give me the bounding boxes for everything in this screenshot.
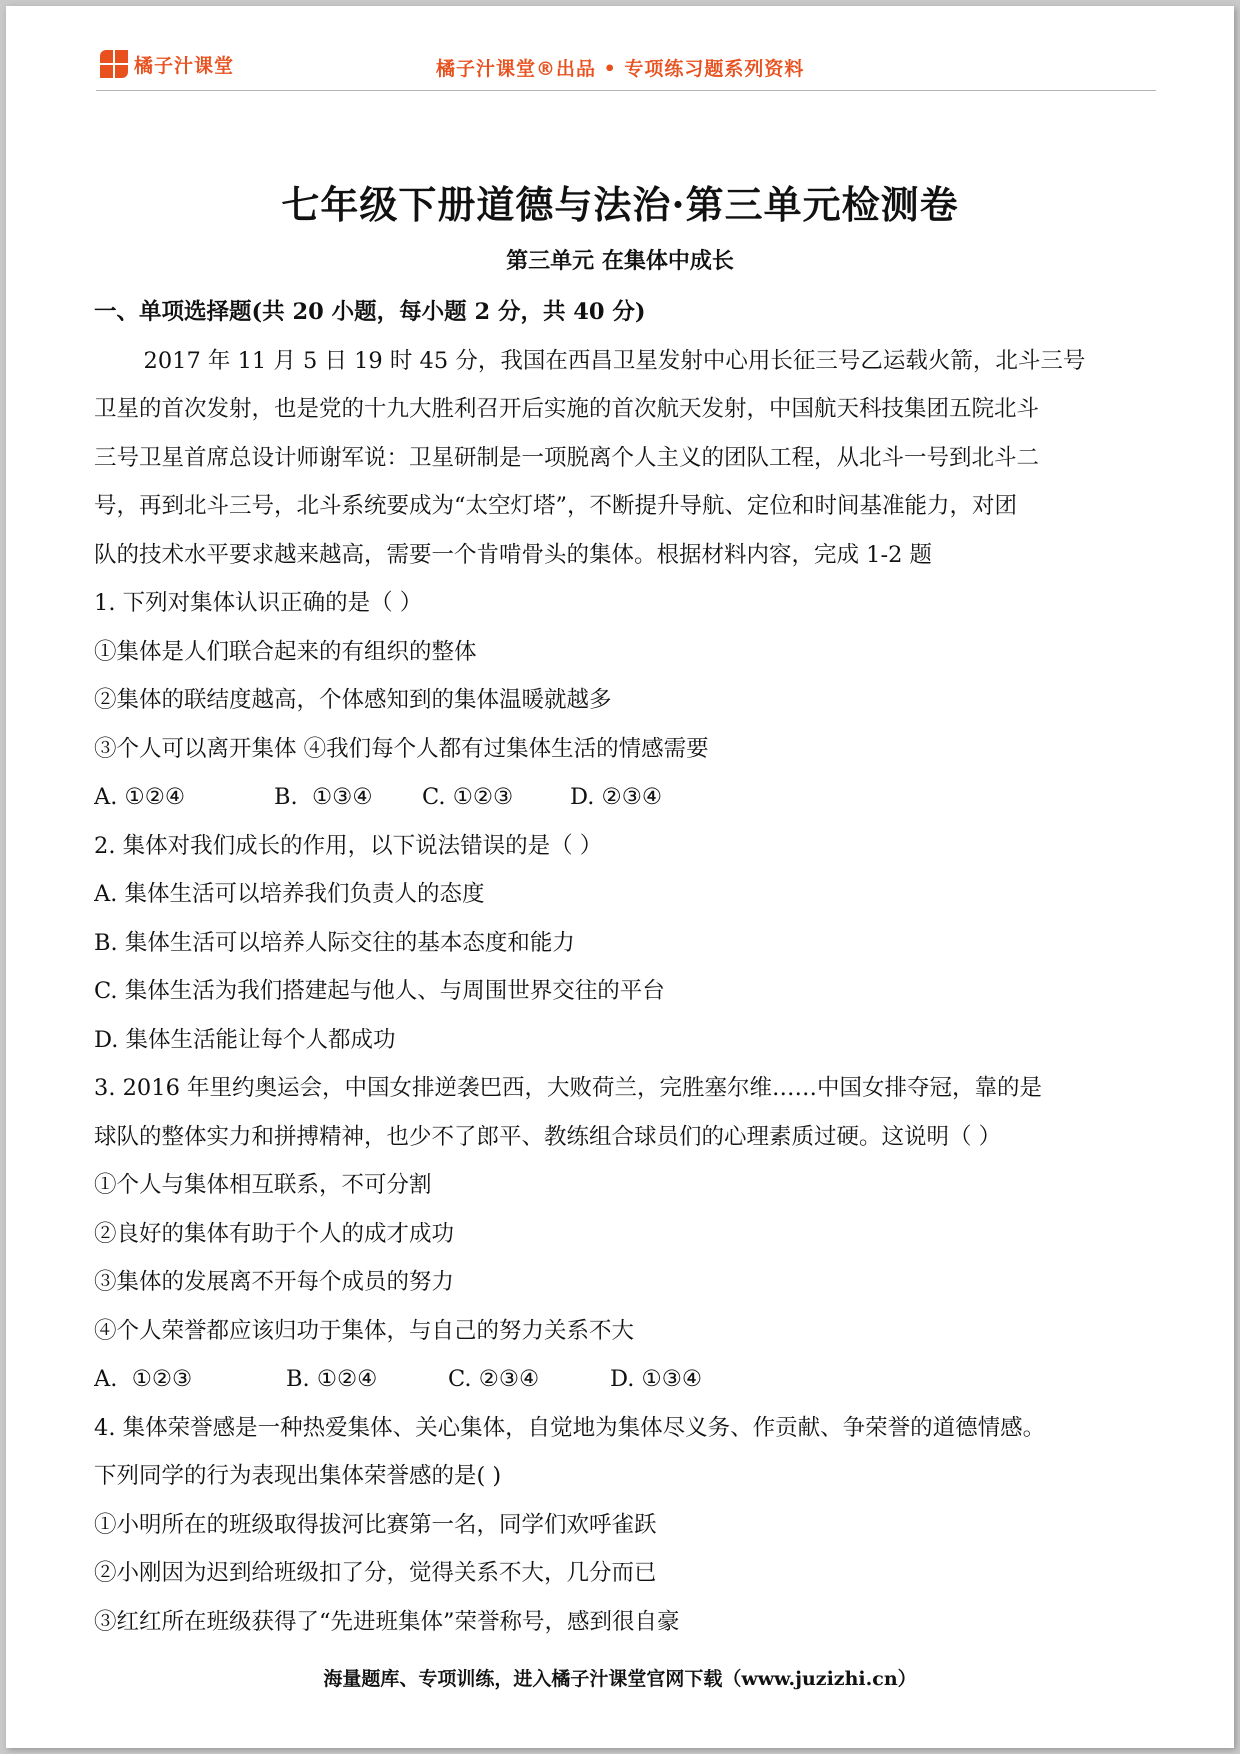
document-body — [94, 288, 1144, 1646]
material-line: 2017 年 11 月 5 日 19 时 45 分，我国在西昌卫星发射中心用长征三号乙运载火箭，北斗三号 — [143, 347, 1086, 374]
option-d: D. ①③④ — [610, 1366, 703, 1392]
question-4-item: ①小明所在的班级取得拔河比赛第一名，同学们欢呼雀跃 — [94, 1511, 657, 1538]
option-a: A. ①②④ — [94, 784, 186, 810]
page-header — [96, 46, 1156, 91]
question-1-item: ①集体是人们联合起来的有组织的整体 — [94, 638, 477, 665]
question-2-stem: 2. 集体对我们成长的作用，以下说法错误的是（ ） — [94, 832, 603, 859]
question-1-options — [94, 773, 1144, 822]
question-3-item: ④个人荣誉都应该归功于集体，与自己的努力关系不大 — [94, 1317, 635, 1344]
question-1-item: ③个人可以离开集体 ④我们每个人都有过集体生活的情感需要 — [94, 735, 709, 762]
material-line: 队的技术水平要求越来越高，需要一个肯啃骨头的集体。根据材料内容，完成 1-2 题 — [94, 541, 933, 568]
question-2-option: B. 集体生活可以培养人际交往的基本态度和能力 — [94, 929, 575, 956]
question-3-options — [94, 1355, 1144, 1404]
question-4-item: ③红红所在班级获得了“先进班集体”荣誉称号，感到很自豪 — [94, 1608, 680, 1635]
question-3-stem: 球队的整体实力和拼搏精神，也少不了郎平、教练组合球员们的心理素质过硬。这说明（ ） — [94, 1123, 1002, 1150]
material-line: 卫星的首次发射，也是党的十九大胜利召开后实施的首次航天发射，中国航天科技集团五院北斗 — [94, 396, 1040, 422]
document-title: 七年级下册道德与法治·第三单元检测卷 — [281, 182, 959, 227]
question-4-stem: 4. 集体荣誉感是一种热爱集体、关心集体，自觉地为集体尽义务、作贡献、争荣誉的道德情感。 — [94, 1414, 1046, 1441]
option-c: C. ②③④ — [448, 1366, 540, 1392]
question-2-option: D. 集体生活能让每个人都成功 — [94, 1026, 396, 1053]
page-footer: 海量题库、专项训练，进入橘子汁课堂官网下载（www.juzizhi.cn） — [323, 1668, 917, 1690]
logo-mark-icon — [100, 50, 128, 78]
question-3-item: ①个人与集体相互联系，不可分割 — [94, 1172, 432, 1198]
option-b: B. ①③④ — [274, 784, 373, 810]
question-3-item: ③集体的发展离不开每个成员的努力 — [94, 1269, 455, 1295]
option-a: A. ①②③ — [94, 1366, 193, 1392]
question-1-item: ②集体的联结度越高，个体感知到的集体温暖就越多 — [94, 687, 612, 713]
material-line: 号，再到北斗三号，北斗系统要成为“太空灯塔”，不断提升导航、定位和时间基准能力，对团 — [94, 493, 1018, 519]
document-page — [6, 6, 1234, 1748]
material-line: 三号卫星首席总设计师谢军说：卫星研制是一项脱离个人主义的团队工程，从北斗一号到北斗二 — [94, 444, 1040, 471]
document-subtitle: 第三单元 在集体中成长 — [506, 248, 734, 274]
section-heading: 一、单项选择题(共 20 小题，每小题 2 分，共 40 分) — [94, 299, 646, 325]
option-b: B. ①②④ — [286, 1366, 378, 1392]
question-2-option: C. 集体生活为我们搭建起与他人、与周围世界交往的平台 — [94, 978, 665, 1004]
question-3-item: ②良好的集体有助于个人的成才成功 — [94, 1220, 455, 1247]
header-title: 橘子汁课堂®出品 • 专项练习题系列资料 — [436, 58, 805, 80]
brand-logo — [100, 50, 234, 78]
question-1-stem: 1. 下列对集体认识正确的是（ ） — [94, 590, 423, 616]
question-4-item: ②小刚因为迟到给班级扣了分，觉得关系不大，几分而已 — [94, 1560, 657, 1586]
option-c: C. ①②③ — [422, 784, 514, 810]
logo-text: 橘子汁课堂 — [134, 54, 235, 77]
question-2-option: A. 集体生活可以培养我们负责人的态度 — [94, 881, 485, 907]
question-3-stem: 3. 2016 年里约奥运会，中国女排逆袭巴西，大败荷兰，完胜塞尔维……中国女排夺冠，靠的是 — [94, 1075, 1043, 1101]
option-d: D. ②③④ — [570, 784, 663, 810]
question-4-stem: 下列同学的行为表现出集体荣誉感的是( ) — [94, 1463, 502, 1489]
